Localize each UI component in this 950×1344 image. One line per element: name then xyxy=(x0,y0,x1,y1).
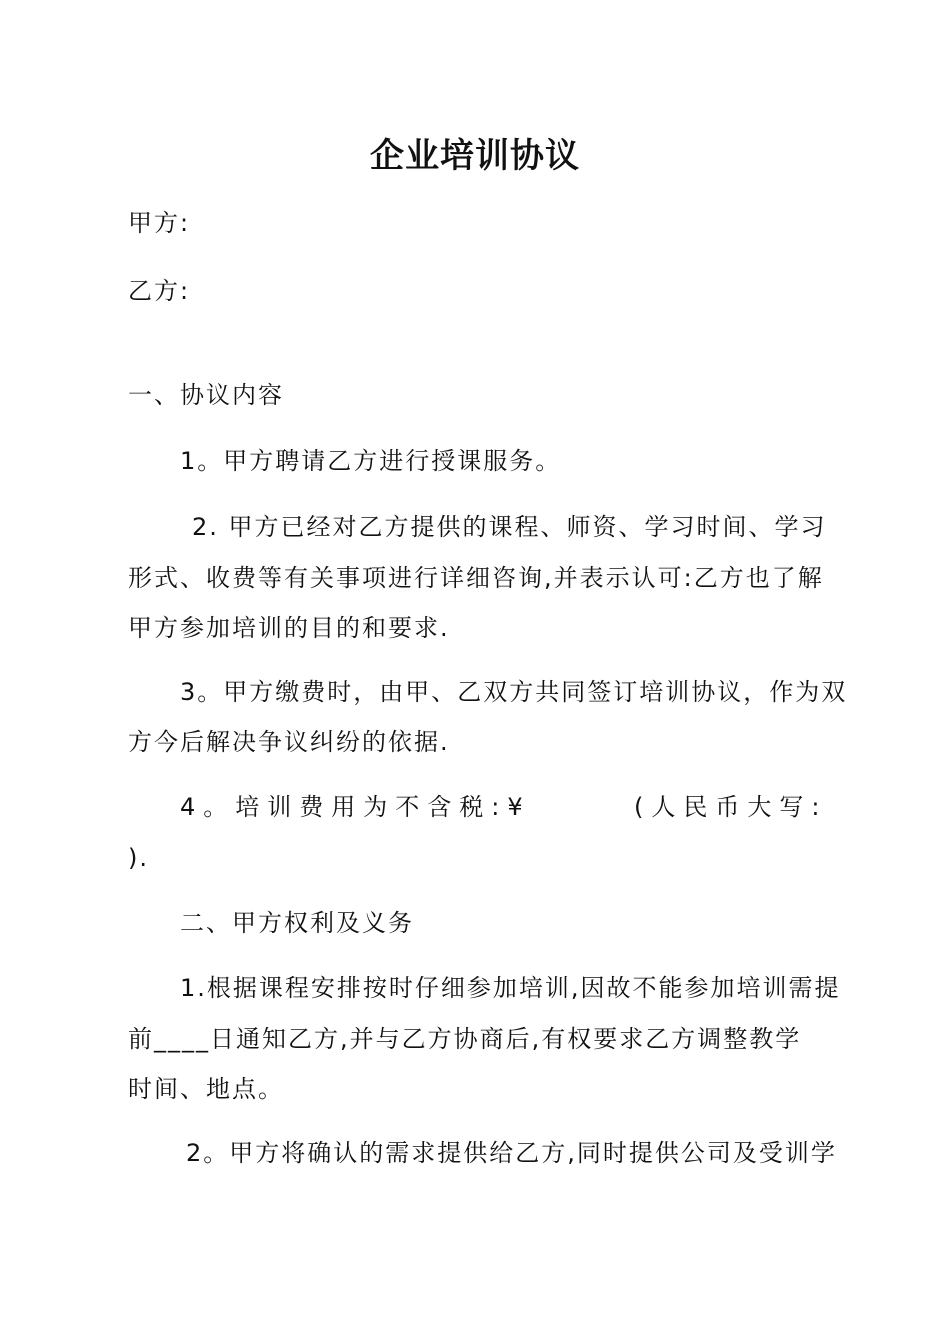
section1-item3-line2: 方今后解决争议纠纷的依据. xyxy=(128,728,450,756)
section1-item2-line1: 2. 甲方已经对乙方提供的课程、师资、学习时间、学习 xyxy=(192,513,827,541)
section2-item1-line3: 时间、地点。 xyxy=(128,1075,284,1103)
section1-item1: 1。甲方聘请乙方进行授课服务。 xyxy=(180,447,562,475)
party-b-label: 乙方: xyxy=(128,277,191,305)
section2-item1-line1: 1.根据课程安排按时仔细参加培训,因故不能参加培训需提 xyxy=(180,974,841,1002)
section1-item3-line1: 3。甲方缴费时，由甲、乙双方共同签订培训协议，作为双 xyxy=(180,678,848,706)
document-title: 企业培训协议 xyxy=(370,136,580,176)
section2-item1-line2: 前____日通知乙方,并与乙方协商后,有权要求乙方调整教学 xyxy=(128,1025,802,1053)
section1-item2-line3: 甲方参加培训的目的和要求. xyxy=(128,614,450,642)
section1-item4-fee: 4。培训费用为不含税:¥ xyxy=(180,793,531,821)
section1-item4-line2: ). xyxy=(128,844,149,872)
section1-item4-uppercase: (人民币大写: xyxy=(634,793,828,821)
section1-heading: 一、协议内容 xyxy=(128,381,284,409)
party-a-label: 甲方: xyxy=(128,209,191,237)
section2-heading: 二、甲方权利及义务 xyxy=(180,909,414,937)
section1-item2-line2: 形式、收费等有关事项进行详细咨询,并表示认可:乙方也了解 xyxy=(128,564,824,592)
section2-item2-line1: 2。甲方将确认的需求提供给乙方,同时提供公司及受训学 xyxy=(186,1139,837,1167)
